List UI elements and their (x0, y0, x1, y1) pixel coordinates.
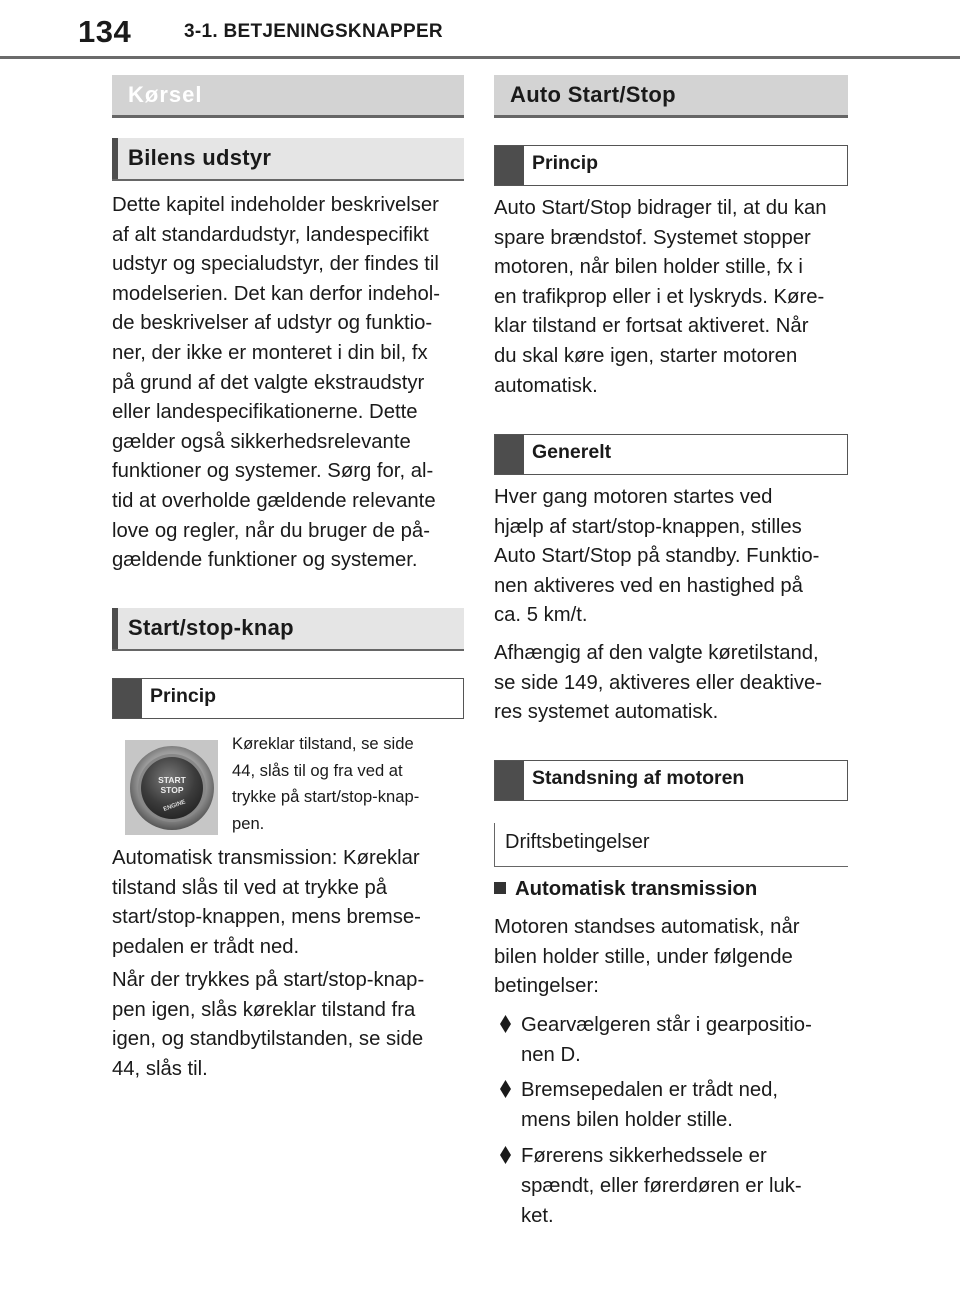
text-line: en trafikprop eller i et lyskryds. Køre- (494, 285, 825, 308)
subheading-text: Automatisk transmission (515, 878, 758, 900)
text-line: spare brændstof. Systemet stopper (494, 226, 811, 249)
conditions-intro-paragraph (494, 913, 848, 1002)
text-line: udstyr og specialudstyr, der findes til (112, 253, 439, 276)
image-caption (232, 731, 464, 837)
text-line: Motoren standses automatisk, når (494, 916, 800, 938)
text-line: igen, og standbytilstanden, se side (112, 1028, 424, 1051)
general-paragraph-1 (494, 483, 848, 631)
heading-standsning-af-motoren (494, 760, 848, 801)
caption-line: Køreklar tilstand, se side (232, 734, 414, 753)
page-number: 134 (78, 14, 132, 49)
heading-start-stop-knap (112, 608, 464, 651)
equipment-paragraph (112, 191, 464, 576)
text-line: tid at overholde gældende relevante (112, 489, 436, 512)
text-line: ket. (521, 1205, 554, 1227)
heading-text: Bilens udstyr (128, 145, 272, 170)
subheading-automatic-transmission (494, 878, 757, 901)
text-line: pedalen er trådt ned. (112, 935, 300, 958)
heading-generelt (494, 434, 848, 475)
button-label-stop: STOP (160, 785, 184, 795)
text-line: tilstand slås til ved at trykke på (112, 876, 388, 899)
caption-line: trykke på start/stop-knap- (232, 787, 420, 806)
heading-text: Driftsbetingelser (505, 831, 650, 853)
square-bullet-icon (494, 882, 506, 894)
text-line: modelserien. Det kan derfor indehol- (112, 282, 441, 305)
button-label-engine: ENGINE (162, 799, 187, 813)
text-line: nen aktiveres ved en hastighed på (494, 574, 803, 597)
heading-text: Princip (150, 685, 217, 707)
text-line: Automatisk transmission: Køreklar (112, 847, 420, 869)
general-paragraph-2 (494, 639, 848, 728)
text-line: pen igen, slås køreklar tilstand fra (112, 998, 416, 1021)
chapter-title: 3-1. BETJENINGSKNAPPER (184, 21, 443, 42)
section-heading-auto-start-stop (494, 75, 848, 118)
text-line: på grund af det valgte ekstraudstyr (112, 371, 425, 394)
text-line: betingelser: (494, 975, 599, 998)
text-line: nen D. (521, 1044, 581, 1066)
text-line: se side 149, aktiveres eller deaktive- (494, 671, 823, 694)
header-rule (0, 56, 960, 59)
text-line: de beskrivelser af udstyr og funktio- (112, 312, 433, 335)
principle-paragraph (494, 194, 848, 401)
text-line: Dette kapitel indeholder beskrivelser (112, 194, 439, 216)
text-line: du skal køre igen, starter motoren (494, 344, 798, 367)
text-line: love og regler, når du bruger de på- (112, 519, 430, 542)
text-line: funktioner og systemer. Sørg for, al- (112, 460, 434, 483)
text-line: ca. 5 km/t. (494, 604, 588, 627)
start-stop-button-icon (125, 740, 218, 835)
automatic-transmission-paragraph (112, 844, 464, 962)
text-line: eller landespecifikationerne. Dette (112, 401, 418, 424)
text-line: 44, slås til. (112, 1057, 208, 1080)
text-line: ner, der ikke er monteret i din bil, fx (112, 341, 428, 364)
text-line: gældende funktioner og systemer. (112, 549, 418, 572)
text-line: mens bilen holder stille. (521, 1109, 733, 1131)
section-heading-text: Auto Start/Stop (510, 82, 676, 107)
text-line: res systemet automatisk. (494, 701, 719, 724)
press-again-paragraph (112, 966, 464, 1084)
heading-driftsbetingelser (494, 823, 848, 867)
section-heading-korsel (112, 75, 464, 118)
text-line: automatisk. (494, 374, 598, 397)
heading-text: Start/stop-knap (128, 615, 294, 640)
text-line: Hver gang motoren startes ved (494, 486, 773, 508)
page-header (0, 0, 960, 60)
text-line: Gearvælgeren står i gearpositio- (521, 1014, 812, 1036)
text-line: Auto Start/Stop bidrager til, at du kan (494, 197, 827, 219)
text-line: Auto Start/Stop på standby. Funktio- (494, 545, 820, 568)
text-line: Når der trykkes på start/stop-knap- (112, 969, 425, 991)
diamond-bullet-icon (500, 1146, 511, 1164)
list-item-text (521, 1075, 851, 1135)
text-line: gælder også sikkerhedsrelevante (112, 430, 411, 453)
diamond-bullet-icon (500, 1080, 511, 1098)
heading-text: Generelt (532, 441, 612, 463)
text-line: af alt standardudstyr, landespecifikt (112, 223, 429, 246)
heading-princip (112, 678, 464, 719)
list-item-text (521, 1141, 851, 1231)
text-line: spændt, eller førerdøren er luk- (521, 1175, 802, 1197)
diamond-bullet-icon (500, 1015, 511, 1033)
heading-text: Standsning af motoren (532, 767, 745, 789)
text-line: Førerens sikkerhedssele er (521, 1145, 767, 1167)
section-heading-text: Kørsel (128, 82, 203, 107)
heading-princip (494, 145, 848, 186)
text-line: bilen holder stille, under følgende (494, 945, 793, 968)
caption-line: 44, slås til og fra ved at (232, 760, 403, 780)
text-line: Bremsepedalen er trådt ned, (521, 1079, 779, 1101)
heading-bilens-udstyr (112, 138, 464, 181)
list-item-text (521, 1010, 851, 1070)
text-line: Afhængig af den valgte køretilstand, (494, 642, 819, 664)
start-stop-button-image (125, 740, 218, 835)
text-line: motoren, når bilen holder stille, fx i (494, 256, 803, 279)
heading-text: Princip (532, 152, 599, 174)
text-line: klar tilstand er fortsat aktiveret. Når (494, 315, 809, 338)
caption-line: pen. (232, 813, 265, 833)
text-line: hjælp af start/stop-knappen, stilles (494, 515, 802, 538)
text-line: start/stop-knappen, mens bremse- (112, 906, 421, 929)
button-label-start: START (158, 775, 186, 785)
